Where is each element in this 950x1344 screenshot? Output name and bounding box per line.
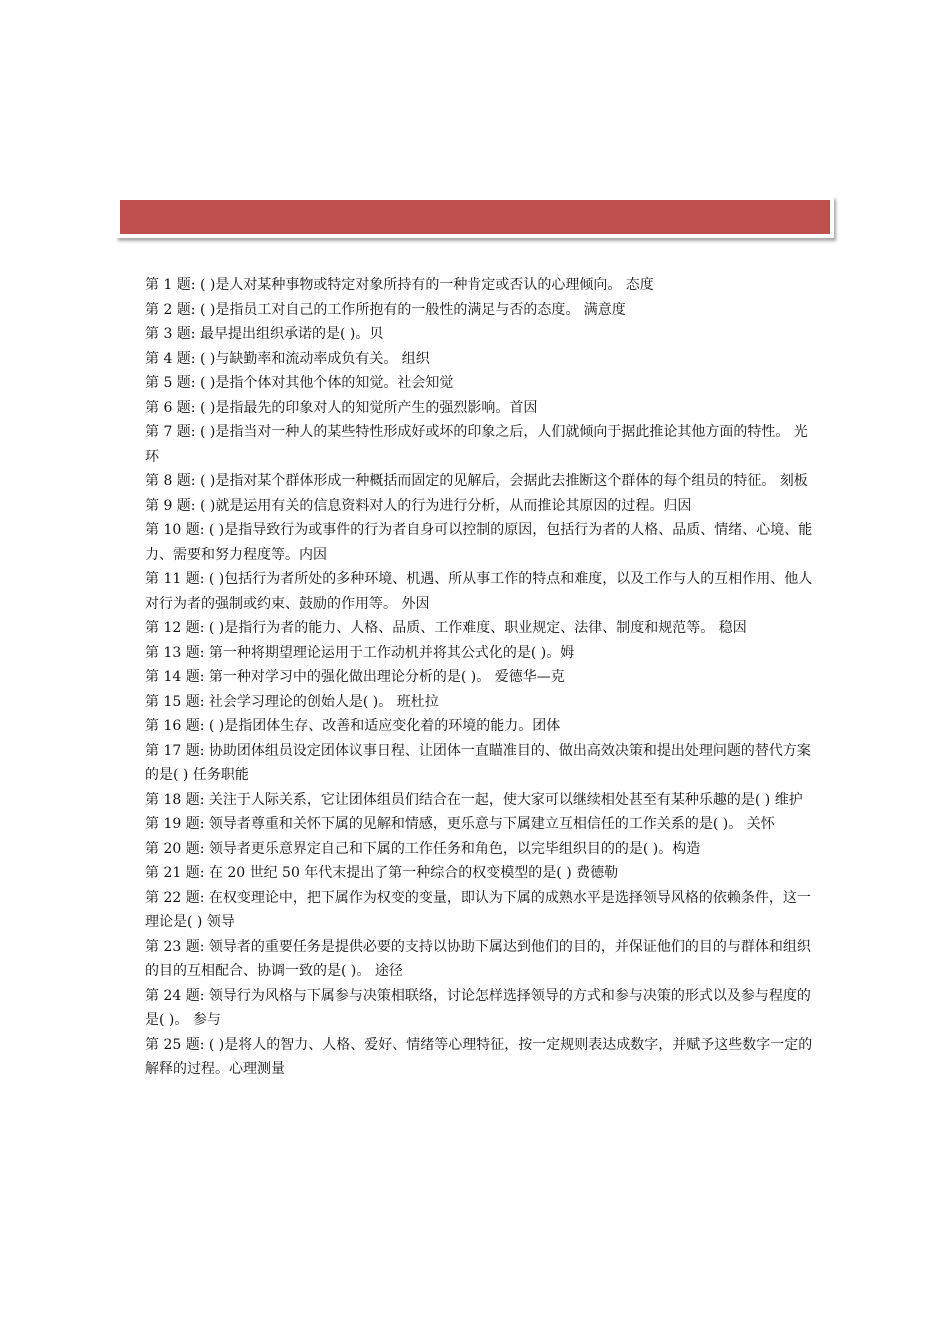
question-item: 第 22 题: 在权变理论中，把下属作为权变的变量，即认为下属的成熟水平是选择领导风格的依赖条件，这一理论是( ) 领导 <box>145 889 811 930</box>
question-item: 第 21 题: 在 20 世纪 50 年代末提出了第一种综合的权变模型的是( ) 费德勒 <box>145 865 619 881</box>
header-banner-fill <box>120 200 830 234</box>
question-item: 第 5 题: ( )是指个体对其他个体的知觉。社会知觉 <box>145 375 454 391</box>
question-item: 第 7 题: ( )是指当对一种人的某些特性形成好或坏的印象之后，人们就倾向于据此推论其他方面的特性。 光环 <box>145 424 808 465</box>
question-item: 第 2 题: ( )是指员工对自己的工作所抱有的一般性的满足与否的态度。 满意度 <box>145 301 626 318</box>
question-item: 第 3 题: 最早提出组织承诺的是( )。贝 <box>145 326 384 342</box>
question-item: 第 16 题: ( )是指团体生存、改善和适应变化着的环境的能力。团体 <box>145 718 561 734</box>
question-item: 第 10 题: ( )是指导致行为或事件的行为者自身可以控制的原因，包括行为者的人格、品质、情绪、心境、能力、需要和努力程度等。内因 <box>145 522 813 563</box>
question-item: 第 13 题: 第一种将期望理论运用于工作动机并将其公式化的是( )。姆 <box>145 644 575 661</box>
question-item: 第 11 题: ( )包括行为者所处的多种环境、机遇、所从事工作的特点和难度，以及工作与人的互相作用、他人对行为者的强制或约束、鼓励的作用等。 外因 <box>145 571 813 612</box>
question-item: 第 12 题: ( )是指行为者的能力、人格、品质、工作难度、职业规定、法律、制度和规范等。 稳因 <box>145 620 747 636</box>
question-list <box>145 273 817 1082</box>
question-item: 第 15 题: 社会学习理论的创始人是( )。 班杜拉 <box>145 693 439 710</box>
question-item: 第 20 题: 领导者更乐意界定自己和下属的工作任务和角色，以完毕组织目的的是( )。构造 <box>145 840 701 857</box>
question-item: 第 9 题: ( )就是运用有关的信息资料对人的行为进行分析，从而推论其原因的过程。归因 <box>145 497 692 514</box>
question-item: 第 19 题: 领导者尊重和关怀下属的见解和情感，更乐意与下属建立互相信任的工作关系的是( )。 关怀 <box>145 816 775 832</box>
question-item: 第 4 题: ( )与缺勤率和流动率成负有关。 组织 <box>145 350 430 367</box>
question-item: 第 6 题: ( )是指最先的印象对人的知觉所产生的强烈影响。首因 <box>145 399 538 416</box>
question-item: 第 18 题: 关注于人际关系，它让团体组员们结合在一起，使大家可以继续相处甚至有某种乐趣的是( ) 维护 <box>145 791 803 808</box>
question-item: 第 8 题: ( )是指对某个群体形成一种概括而固定的见解后，会据此去推断这个群体的每个组员的特征。 刻板 <box>145 473 808 489</box>
question-item: 第 25 题: ( )是将人的智力、人格、爱好、情绪等心理特征，按一定规则表达成数字，并赋予这些数字一定的解释的过程。心理测量 <box>145 1036 813 1077</box>
question-item: 第 24 题: 领导行为风格与下属参与决策相联络，讨论怎样选择领导的方式和参与决策的形式以及参与程度的是( )。 参与 <box>145 987 811 1028</box>
question-item: 第 23 题: 领导者的重要任务是提供必要的支持以协助下属达到他们的目的，并保证他们的目的与群体和组织的目的互相配合、协调一致的是( )。 途径 <box>145 938 811 979</box>
header-banner <box>116 196 834 238</box>
question-item: 第 14 题: 第一种对学习中的强化做出理论分析的是( )。 爱德华—克 <box>145 669 565 685</box>
question-item: 第 1 题: ( )是人对某种事物或特定对象所持有的一种肯定或否认的心理倾向。 态度 <box>145 277 654 293</box>
question-item: 第 17 题: 协助团体组员设定团体议事日程、让团体一直瞄准目的、做出高效决策和提出处理问题的替代方案的是( ) 任务职能 <box>145 742 811 783</box>
